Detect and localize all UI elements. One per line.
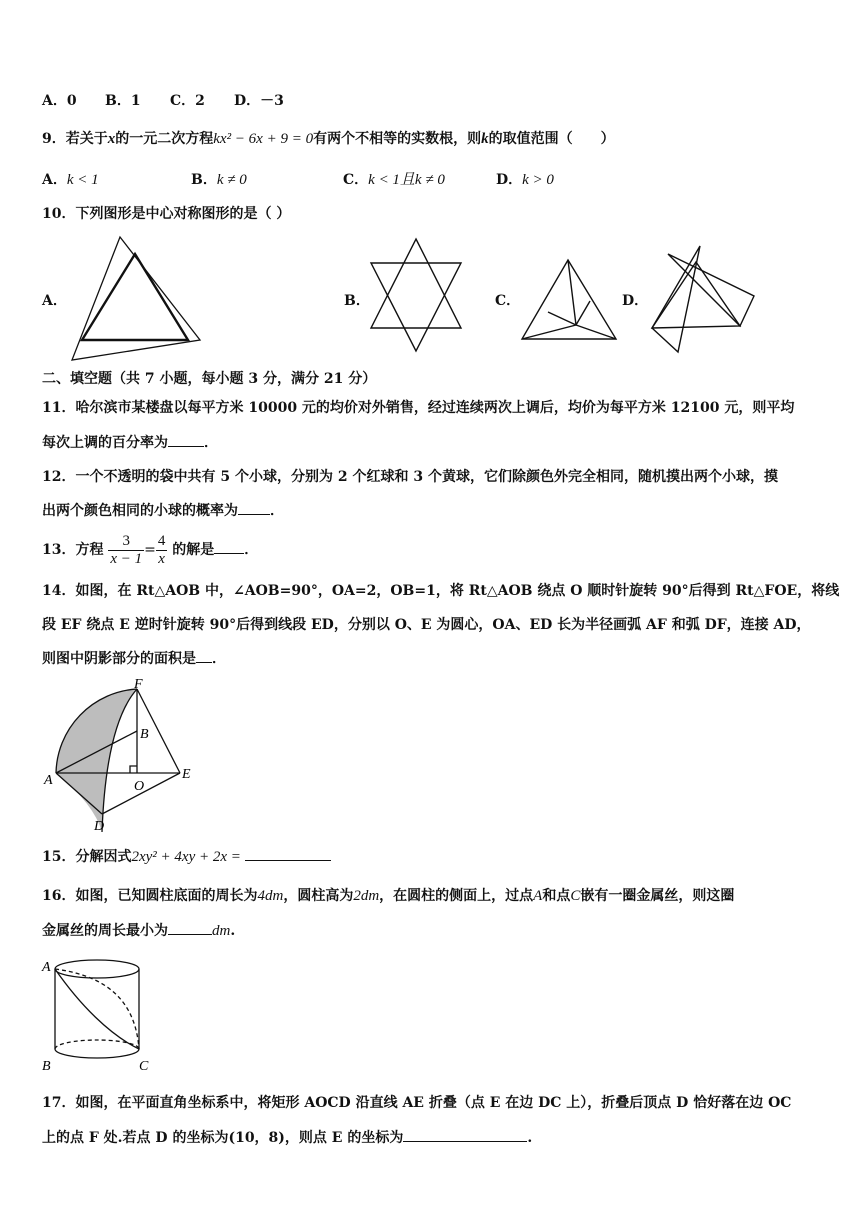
q15-answer-blank bbox=[245, 846, 331, 861]
q16-answer-blank bbox=[168, 920, 212, 935]
q17-line2: 上的点 F 处.若点 D 的坐标为(10，8)，则点 E 的坐标为 . bbox=[42, 1127, 532, 1148]
q10-figure-c bbox=[520, 257, 620, 347]
q13-answer-blank bbox=[214, 539, 244, 554]
q10-figure-b bbox=[365, 236, 467, 354]
q12-answer-blank bbox=[238, 500, 270, 515]
q16-line2: 金属丝的周长最小为 dm. bbox=[42, 920, 235, 941]
q17-line1: 17．如图，在平面直角坐标系中，将矩形 AOCD 沿直线 AE 折叠（点 E 在边 DC 上），折叠后顶点 D 恰好落在边 OC bbox=[42, 1095, 792, 1111]
q10-stem: 10．下列图形是中心对称图形的是（ ） bbox=[42, 206, 291, 222]
q16-cylinder-figure bbox=[40, 955, 160, 1075]
q8-option-c: C．2 bbox=[170, 93, 205, 109]
q12-line2: 出两个颜色相同的小球的概率为 ． bbox=[42, 500, 284, 521]
q14-label-f: F bbox=[134, 677, 143, 692]
q16-line1: 16．如图，已知圆柱底面的周长为4dm，圆柱高为2dm，在圆柱的侧面上，过点A和点C嵌有一圈金属丝，则这圈 bbox=[42, 888, 735, 904]
q14-label-e: E bbox=[182, 767, 191, 782]
q10-figure-d bbox=[648, 244, 758, 356]
q9-option-b: B．k ≠ 0 bbox=[191, 172, 247, 188]
q17-answer-blank bbox=[403, 1127, 527, 1142]
q16-label-a: A bbox=[42, 960, 51, 975]
q14-line3: 则图中阴影部分的面积是 ． bbox=[42, 648, 226, 669]
q8-option-b: B．1 bbox=[105, 93, 141, 109]
q16-label-b: B bbox=[42, 1059, 51, 1074]
q9-option-a: A．k < 1 bbox=[42, 172, 99, 188]
q14-label-d: D bbox=[94, 819, 105, 834]
q11-line1: 11．哈尔滨市某楼盘以每平方米 10000 元的均价对外销售，经过连续两次上调后，均价为每平方米 12100 元，则平均 bbox=[42, 400, 795, 416]
q10-figure-a bbox=[60, 232, 210, 367]
section2-title: 二、填空题（共 7 小题，每小题 3 分，满分 21 分） bbox=[42, 371, 377, 387]
q13-fraction-left: $\frac{3}{x - 1}$ bbox=[110, 532, 143, 567]
q12-line1: 12．一个不透明的袋中共有 5 个小球，分别为 2 个红球和 3 个黄球，它们除颜色外完全相同，随机摸出两个小球，摸 bbox=[42, 469, 778, 485]
q14-label-o: O bbox=[134, 779, 145, 794]
q15-stem: 15．分解因式2xy² + 4xy + 2x = bbox=[42, 846, 331, 867]
q8-option-d: D．－3 bbox=[234, 93, 284, 109]
q13-fraction-right: $\frac{4}{x}$ bbox=[157, 532, 166, 567]
q8-option-a: A．0 bbox=[42, 93, 77, 109]
q10-option-a-label: A． bbox=[42, 293, 67, 309]
q14-answer-blank bbox=[196, 648, 212, 663]
q9-option-c: C．k < 1且k ≠ 0 bbox=[343, 172, 445, 188]
q11-line2: 每次上调的百分率为 ． bbox=[42, 432, 218, 453]
q14-line1: 14．如图，在 Rt△AOB 中，∠AOB=90°，OA=2，OB=1，将 Rt△AOB 绕点 O 顺时针旋转 90°后得到 Rt△FOE，将线 bbox=[42, 583, 840, 599]
q14-figure bbox=[42, 676, 202, 836]
q9-option-d: D．k > 0 bbox=[496, 172, 554, 188]
q9-stem: 9．若关于x的一元二次方程kx² − 6x + 9 = 0有两个不相等的实数根，则k的取值范围（ ） bbox=[42, 131, 615, 147]
q10-option-b-label: B． bbox=[344, 293, 370, 309]
q14-label-a: A bbox=[44, 773, 53, 788]
q10-option-c-label: C． bbox=[495, 293, 521, 309]
q13-stem: 13．方程 $\frac{3}{x - 1}$ = $\frac{4}{x}$ 的解是 ． bbox=[42, 532, 259, 567]
q16-label-c: C bbox=[139, 1059, 149, 1074]
q14-line2: 段 EF 绕点 E 逆时针旋转 90°后得到线段 ED，分别以 O、E 为圆心，OA、ED 长为半径画弧 AF 和弧 DF，连接 AD， bbox=[42, 617, 811, 633]
q10-option-d-label: D． bbox=[622, 293, 649, 309]
q11-answer-blank bbox=[168, 432, 204, 447]
q14-label-b: B bbox=[140, 727, 149, 742]
